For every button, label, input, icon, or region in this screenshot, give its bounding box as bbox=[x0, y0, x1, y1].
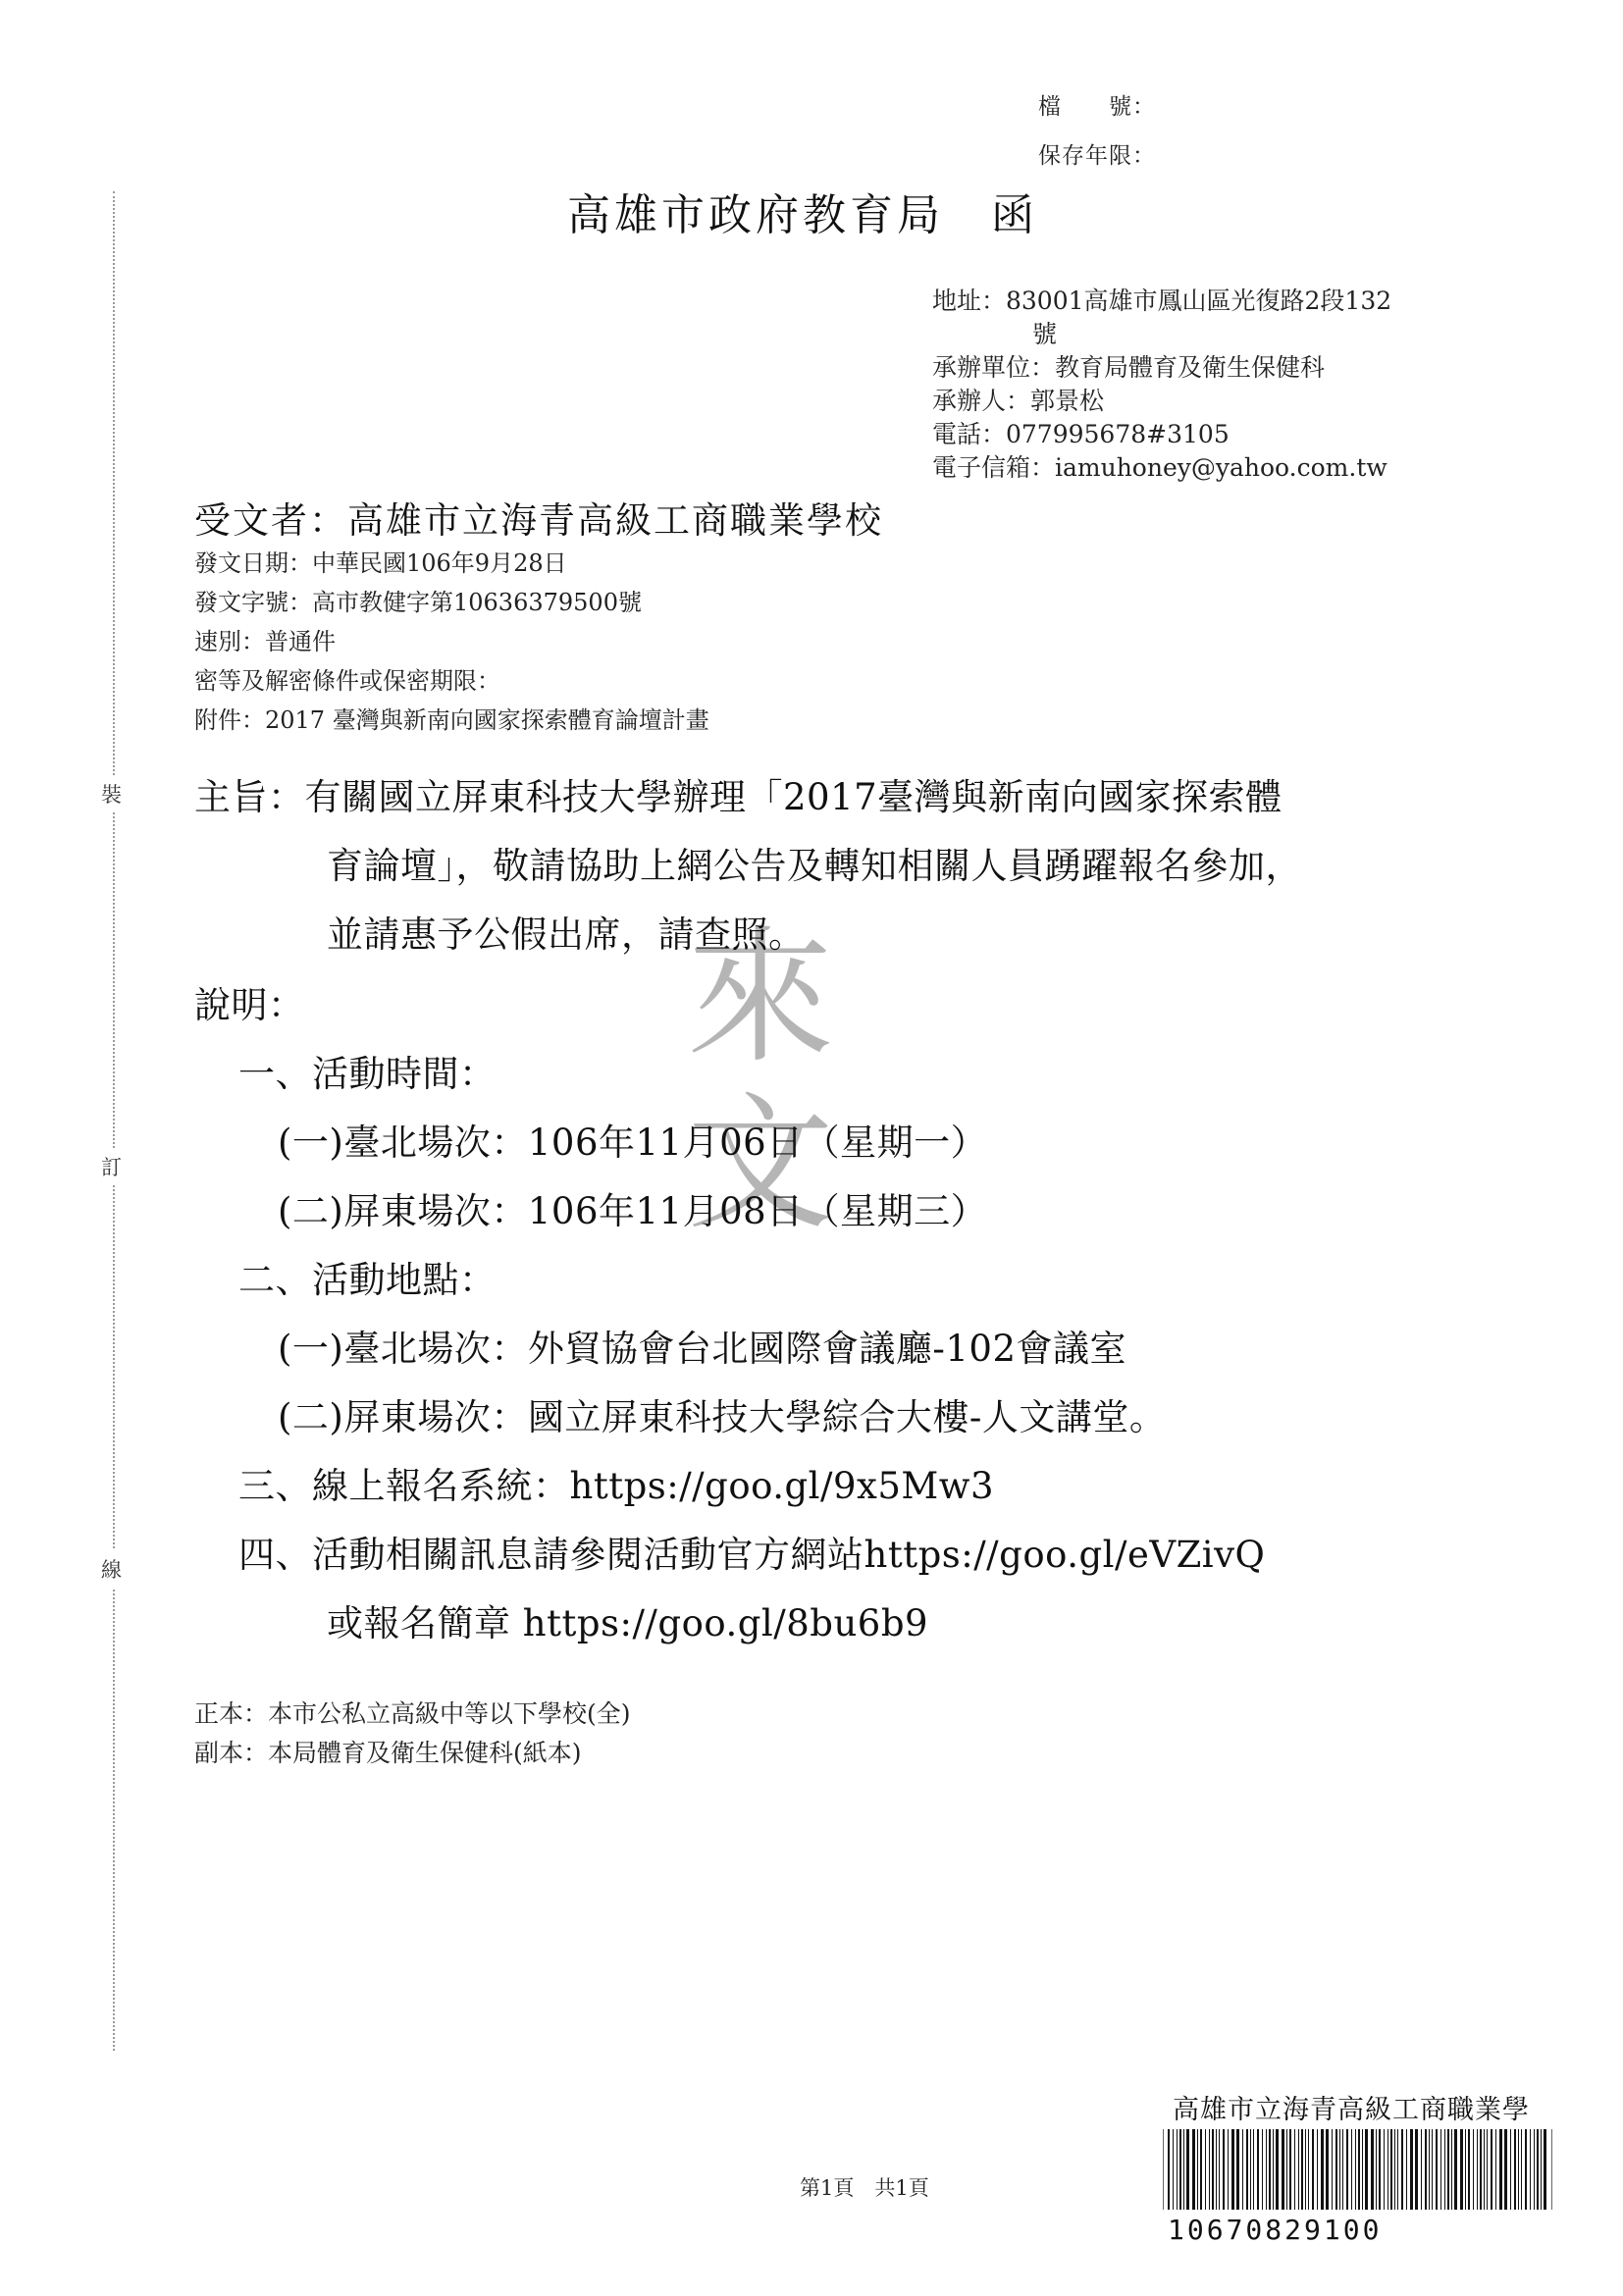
barcode-bar bbox=[1346, 2129, 1348, 2210]
barcode-bar bbox=[1504, 2129, 1507, 2210]
barcode-bar bbox=[1326, 2129, 1329, 2210]
barcode-bar bbox=[1384, 2129, 1385, 2210]
item-2-taipei: (一)臺北場次：外貿協會台北國際會議廳-102會議室 bbox=[278, 1328, 1126, 1370]
item-3-registration: 三、線上報名系統：https://goo.gl/9x5Mw3 bbox=[238, 1465, 995, 1507]
item-1-pingtung: (二)屏東場次：106年11月08日（星期三） bbox=[278, 1190, 988, 1232]
item-1-title: 一、活動時間： bbox=[238, 1053, 497, 1095]
barcode-bar bbox=[1390, 2129, 1392, 2210]
barcode-bar bbox=[1228, 2129, 1229, 2210]
barcode-bar bbox=[1282, 2129, 1284, 2210]
original-recipients: 正本：本市公私立高級中等以下學校(全) bbox=[194, 1699, 631, 1728]
issue-date: 發文日期：中華民國106年9月28日 bbox=[194, 549, 567, 577]
barcode-bar bbox=[1168, 2129, 1170, 2210]
barcode-bar bbox=[1401, 2129, 1403, 2210]
file-number-label: 檔 號： bbox=[1038, 94, 1156, 120]
barcode-bar bbox=[1276, 2129, 1279, 2210]
barcode-bar bbox=[1246, 2129, 1248, 2210]
barcode-bar bbox=[1212, 2129, 1214, 2210]
barcode-bar bbox=[1253, 2129, 1254, 2210]
item-2-title: 二、活動地點： bbox=[238, 1259, 497, 1301]
barcode-bar bbox=[1499, 2129, 1502, 2210]
barcode-bar bbox=[1451, 2129, 1452, 2210]
document-title: 高雄市政府教育局 函 bbox=[567, 190, 1038, 240]
barcode-bar bbox=[1179, 2129, 1181, 2210]
barcode-bar bbox=[1298, 2129, 1299, 2210]
barcode-bar bbox=[1231, 2129, 1234, 2210]
barcode-bar bbox=[1440, 2129, 1441, 2210]
attachment: 附件：2017 臺灣與新南向國家探索體育論壇計畫 bbox=[194, 706, 709, 734]
barcode-bar bbox=[1429, 2129, 1430, 2210]
barcode-bar bbox=[1376, 2129, 1377, 2210]
barcode-bar bbox=[1286, 2129, 1287, 2210]
barcode-bar bbox=[1266, 2129, 1267, 2210]
barcode-bar bbox=[1355, 2129, 1356, 2210]
barcode-bar bbox=[1200, 2129, 1202, 2210]
binding-mark-middle: 訂 bbox=[101, 1148, 122, 1185]
secrecy-level: 密等及解密條件或保密期限： bbox=[194, 667, 500, 695]
barcode-bar bbox=[1186, 2129, 1189, 2210]
barcode-bar bbox=[1317, 2129, 1318, 2210]
barcode-bar bbox=[1537, 2129, 1539, 2210]
barcode-bar bbox=[1521, 2129, 1522, 2210]
barcode-bar bbox=[1371, 2129, 1374, 2210]
subject-line-2: 育論壇」，敬請協助上網公告及轉知相關人員踴躍報名參加， bbox=[327, 845, 1302, 887]
subject-line-1: 主旨：有關國立屏東科技大學辦理「2017臺灣與新南向國家探索體 bbox=[194, 776, 1283, 818]
barcode-bar bbox=[1192, 2129, 1195, 2210]
barcode-number: 10670829100 bbox=[1168, 2214, 1383, 2246]
barcode-bar bbox=[1487, 2129, 1488, 2210]
barcode-bar bbox=[1454, 2129, 1457, 2210]
barcode-bar bbox=[1183, 2129, 1184, 2210]
barcode-bar bbox=[1332, 2129, 1333, 2210]
item-4-line-1: 四、活動相關訊息請參閱活動官方網站https://goo.gl/eVZivQ bbox=[238, 1534, 1266, 1576]
retention-label: 保存年限： bbox=[1038, 143, 1156, 169]
barcode-bar bbox=[1444, 2129, 1445, 2210]
barcode-bar bbox=[1406, 2129, 1407, 2210]
barcode-bar bbox=[1530, 2129, 1531, 2210]
issue-number: 發文字號：高市教健字第10636379500號 bbox=[194, 589, 642, 616]
barcode-bar bbox=[1379, 2129, 1381, 2210]
barcode-bar bbox=[1242, 2129, 1243, 2210]
contact-email: 電子信箱：iamuhoney@yahoo.com.tw bbox=[932, 453, 1387, 482]
barcode-bar bbox=[1473, 2129, 1474, 2210]
barcode-bar bbox=[1269, 2129, 1271, 2210]
explain-label: 說明： bbox=[194, 984, 305, 1026]
barcode-bar bbox=[1205, 2129, 1206, 2210]
barcode-bar bbox=[1173, 2129, 1174, 2210]
barcode-bar bbox=[1491, 2129, 1492, 2210]
barcode-bar bbox=[1465, 2129, 1466, 2210]
barcode-bar bbox=[1365, 2129, 1368, 2210]
barcode-bar bbox=[1410, 2129, 1413, 2210]
barcode-bar bbox=[1460, 2129, 1463, 2210]
barcode-bar bbox=[1289, 2129, 1291, 2210]
recipient: 受文者：高雄市立海青高級工商職業學校 bbox=[194, 499, 883, 542]
barcode-bar bbox=[1358, 2129, 1360, 2210]
barcode-bar bbox=[1425, 2129, 1427, 2210]
barcode-bar bbox=[1477, 2129, 1478, 2210]
barcode-bar bbox=[1510, 2129, 1511, 2210]
binding-dotted-line bbox=[113, 191, 115, 2051]
barcode-bar bbox=[1312, 2129, 1314, 2210]
barcode-bar bbox=[1209, 2129, 1210, 2210]
barcode-bar bbox=[1342, 2129, 1343, 2210]
barcode-graphic bbox=[1164, 2129, 1551, 2210]
barcode-bar bbox=[1415, 2129, 1418, 2210]
barcode-bar bbox=[1262, 2129, 1263, 2210]
item-4-line-2: 或報名簡章 https://goo.gl/8bu6b9 bbox=[327, 1602, 929, 1644]
barcode-bar bbox=[1351, 2129, 1352, 2210]
binding-mark-bottom: 線 bbox=[101, 1550, 122, 1588]
watermark-char-1: 來 bbox=[687, 913, 835, 1083]
barcode-bar bbox=[1294, 2129, 1295, 2210]
barcode-bar bbox=[1250, 2129, 1251, 2210]
barcode-frame bbox=[1163, 2129, 1552, 2210]
barcode-bar bbox=[1257, 2129, 1259, 2210]
barcode-bar bbox=[1480, 2129, 1482, 2210]
barcode-bar bbox=[1273, 2129, 1274, 2210]
barcode-bar bbox=[1397, 2129, 1398, 2210]
barcode-bar bbox=[1544, 2129, 1546, 2210]
barcode-bar bbox=[1484, 2129, 1485, 2210]
barcode-bar bbox=[1525, 2129, 1527, 2210]
barcode-bar bbox=[1236, 2129, 1239, 2210]
barcode-bar bbox=[1495, 2129, 1496, 2210]
item-1-taipei: (一)臺北場次：106年11月06日（星期一） bbox=[278, 1122, 988, 1164]
speed-class: 速別：普通件 bbox=[194, 628, 336, 655]
barcode-bar bbox=[1421, 2129, 1422, 2210]
barcode-bar bbox=[1301, 2129, 1303, 2210]
barcode-bar bbox=[1321, 2129, 1324, 2210]
barcode-bar bbox=[1436, 2129, 1438, 2210]
copy-recipients: 副本：本局體育及衛生保健科(紙本) bbox=[194, 1739, 582, 1767]
contact-address-line2: 號 bbox=[1032, 320, 1058, 348]
barcode-bar bbox=[1177, 2129, 1178, 2210]
subject-line-3: 並請惠予公假出席，請查照。 bbox=[327, 913, 806, 956]
barcode-bar bbox=[1514, 2129, 1516, 2210]
barcode-bar bbox=[1216, 2129, 1217, 2210]
item-2-pingtung: (二)屏東場次：國立屏東科技大學綜合大樓-人文講堂。 bbox=[278, 1396, 1167, 1438]
barcode-bar bbox=[1468, 2129, 1470, 2210]
barcode-bar bbox=[1308, 2129, 1309, 2210]
barcode-bar bbox=[1518, 2129, 1519, 2210]
barcode-bar bbox=[1387, 2129, 1388, 2210]
binding-mark-top: 裝 bbox=[101, 775, 122, 812]
barcode-bar bbox=[1305, 2129, 1306, 2210]
barcode-bar bbox=[1339, 2129, 1340, 2210]
contact-address-line1: 地址：83001高雄市鳳山區光復路2段132 bbox=[932, 287, 1392, 315]
barcode-bar bbox=[1362, 2129, 1363, 2210]
barcode-bar bbox=[1447, 2129, 1449, 2210]
barcode-bar bbox=[1541, 2129, 1542, 2210]
contact-unit: 承辦單位：教育局體育及衛生保健科 bbox=[932, 353, 1326, 382]
barcode-bar bbox=[1219, 2129, 1220, 2210]
contact-phone: 電話：077995678#3105 bbox=[932, 420, 1230, 448]
barcode-bar bbox=[1394, 2129, 1395, 2210]
barcode-bar bbox=[1534, 2129, 1535, 2210]
page-number: 第1頁 共1頁 bbox=[800, 2176, 929, 2200]
contact-handler: 承辦人：郭景松 bbox=[932, 387, 1105, 415]
barcode-title: 高雄市立海青高級工商職業學 bbox=[1173, 2095, 1530, 2125]
barcode-bar bbox=[1335, 2129, 1337, 2210]
barcode-bar bbox=[1223, 2129, 1225, 2210]
barcode-bar bbox=[1197, 2129, 1198, 2210]
barcode-bar bbox=[1432, 2129, 1433, 2210]
watermark-char-2: 文 bbox=[687, 1079, 835, 1250]
